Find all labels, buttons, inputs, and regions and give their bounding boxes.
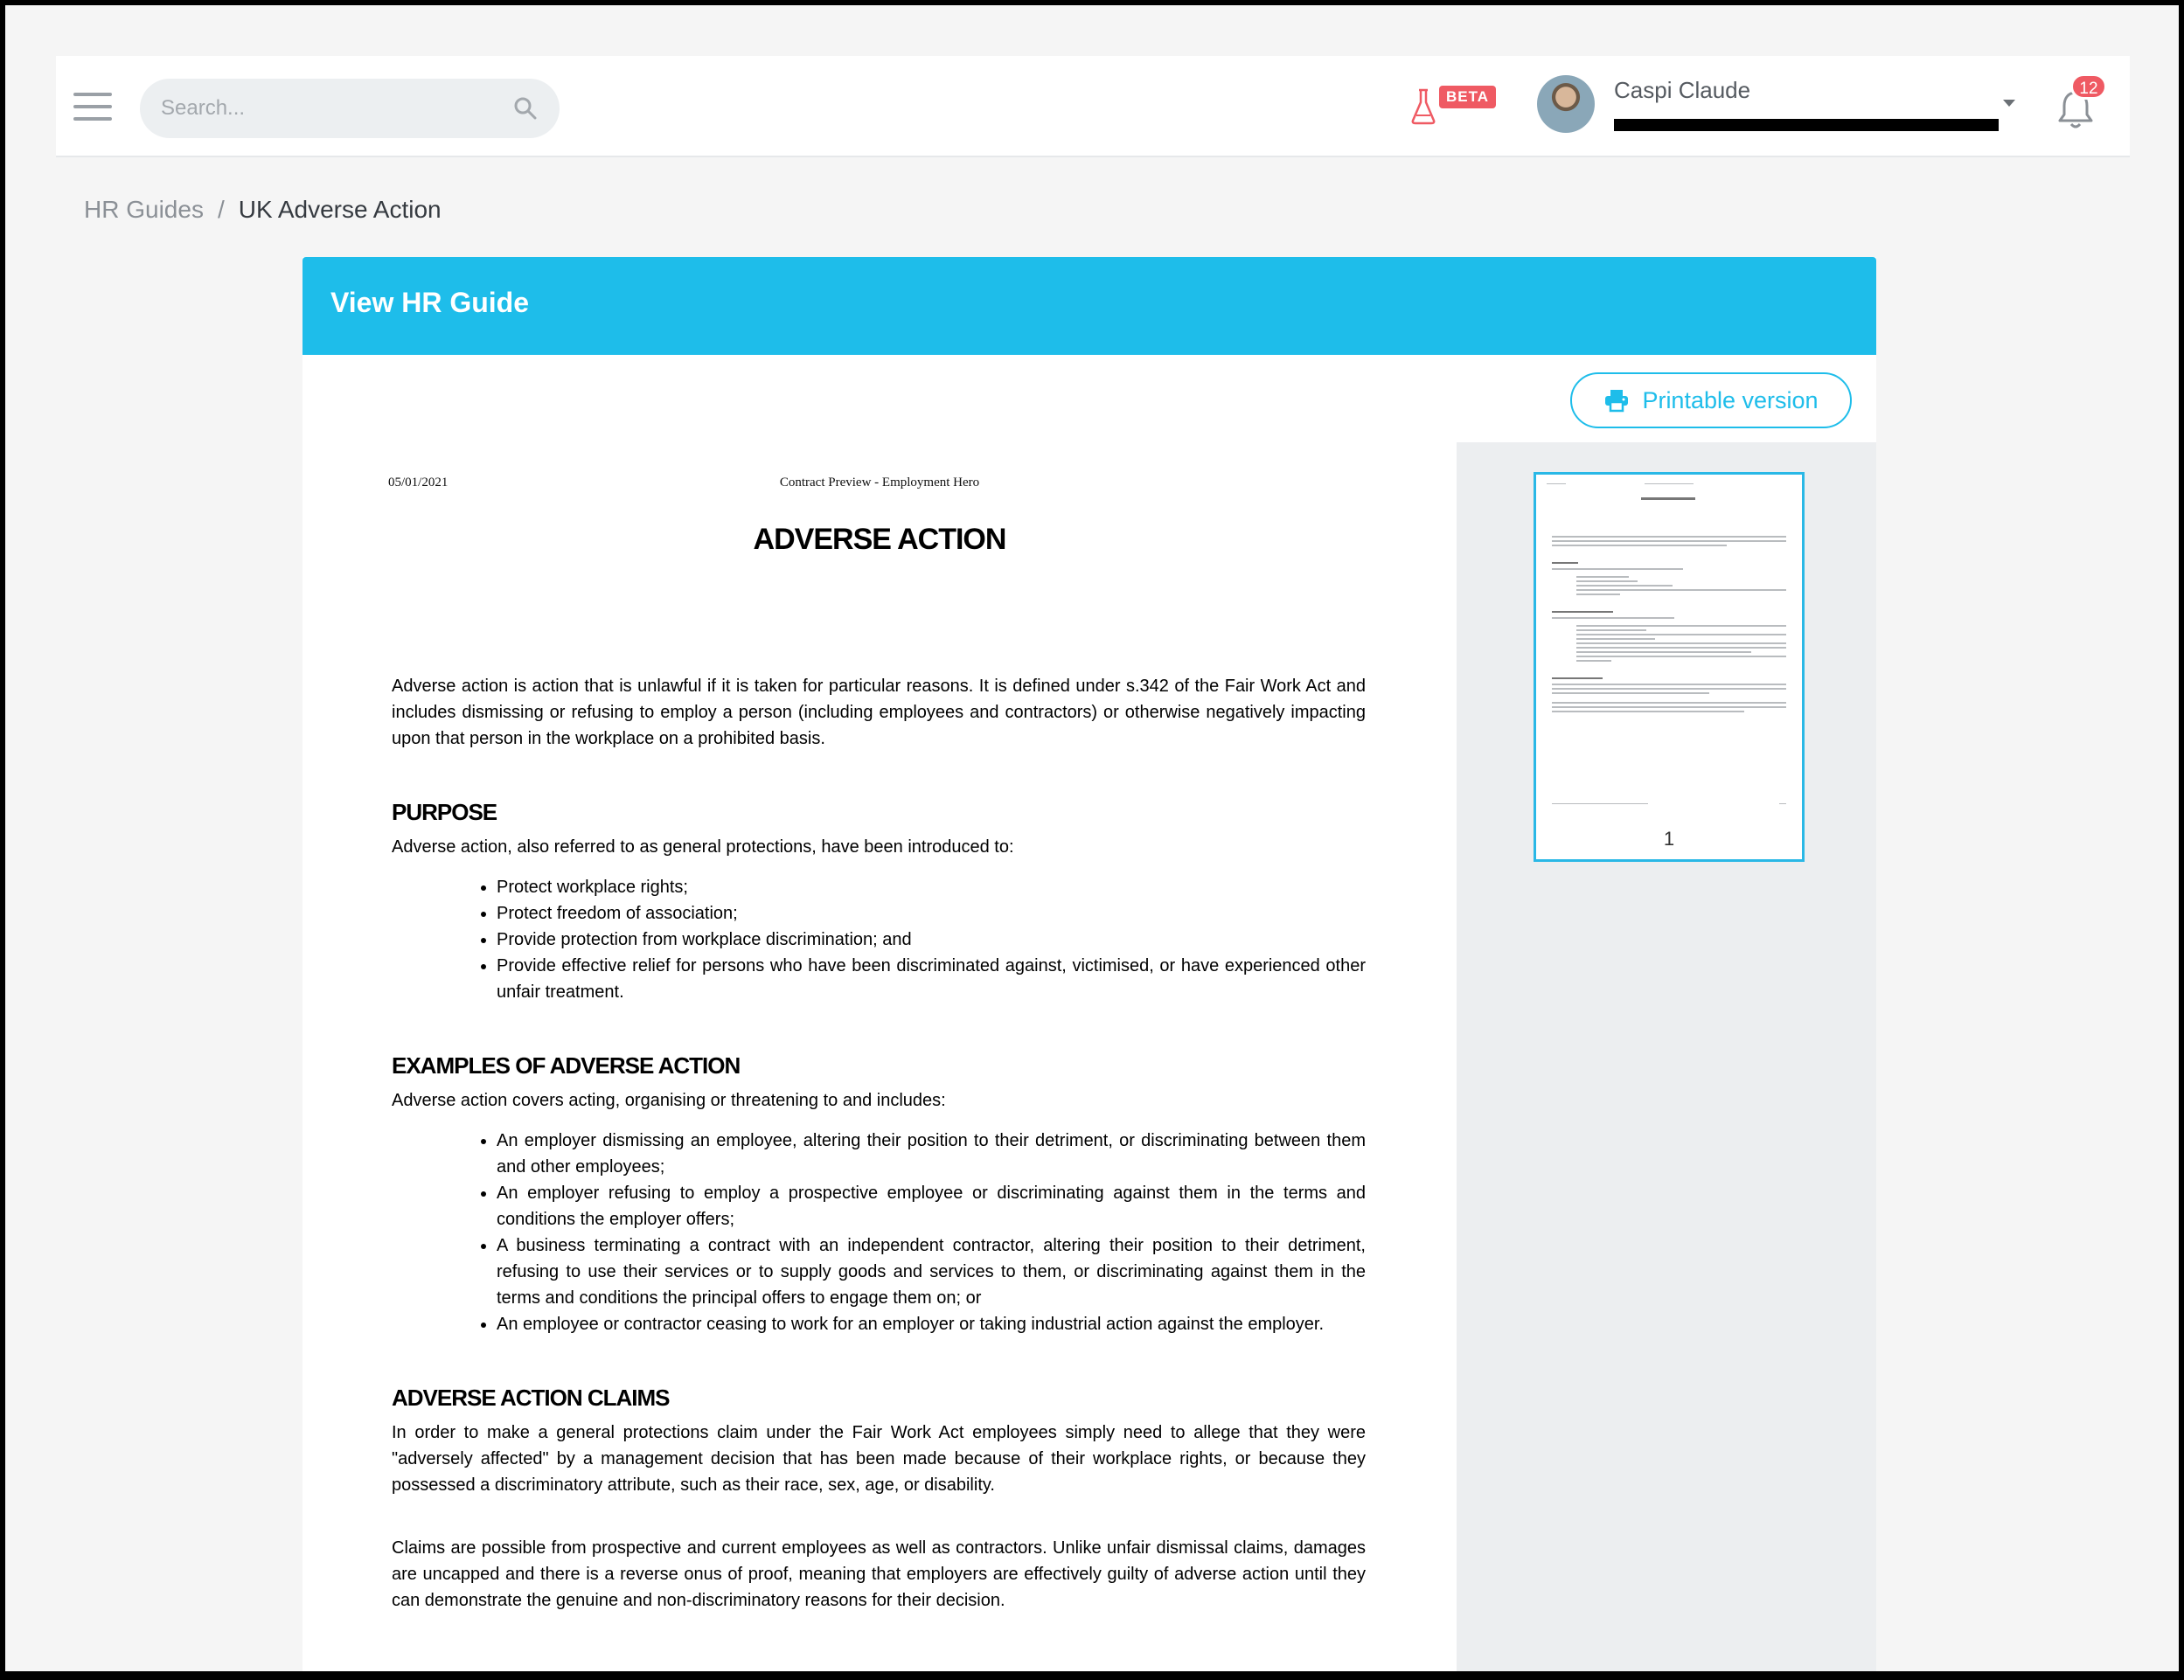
examples-list: [497, 1128, 1366, 1337]
beta-features[interactable]: [1409, 84, 1497, 133]
list-item: • An employer refusing to employ a prospective employee or discriminating against them in the terms and conditions the employer offers;: [497, 1180, 1366, 1232]
card-header: [303, 257, 1876, 355]
purpose-list: [497, 874, 1366, 1005]
notification-count-badge: 12: [2070, 73, 2107, 100]
breadcrumb-hr-guides[interactable]: HR Guides: [84, 196, 204, 223]
document-title: ADVERSE ACTION: [753, 523, 1006, 556]
search-box[interactable]: [140, 79, 560, 138]
card-title: View HR Guide: [330, 287, 530, 318]
breadcrumb: [84, 196, 442, 224]
breadcrumb-current: UK Adverse Action: [238, 196, 442, 223]
chevron-down-icon[interactable]: [2000, 96, 2018, 110]
thumbnail-page-content: [1541, 478, 1797, 819]
thumbnail-pane: [1457, 442, 1876, 1671]
document-body: [392, 673, 1366, 1614]
purpose-lead: Adverse action, also referred to as general protections, have been introduced to:: [392, 837, 1014, 857]
list-item: • Protect workplace rights;: [497, 874, 1366, 900]
examples-heading: EXAMPLES OF ADVERSE ACTION: [392, 1052, 741, 1079]
page-thumbnail[interactable]: [1534, 472, 1805, 862]
claims-paragraph-2: Claims are possible from prospective and current employees as well as contractors. Unlike unfair dismissal claims, damages are uncapped and there is a reverse onus of proof, meaning that employers are effectively guilty of adverse action until they can demonstrate the genuine and non-discriminatory reasons for their decision.: [392, 1538, 1366, 1610]
app-window: [5, 5, 2179, 1671]
beta-badge: BETA: [1439, 86, 1496, 108]
printable-version-button[interactable]: [1570, 372, 1852, 428]
document-date: 05/01/2021: [388, 476, 449, 489]
flask-icon: [1409, 87, 1437, 126]
claims-paragraph-1: In order to make a general protections claim under the Fair Work Act employees simply need to allege that they were "adversely affected" by a management decision that has been made because of their workplace rights, or because they possessed a discriminatory attribute, such as their race, sex, age, or disability.: [392, 1423, 1366, 1495]
list-item: • Provide effective relief for persons who have been discriminated against, victimised, or have experienced other unfair treatment.: [497, 953, 1366, 1005]
list-item: • Provide protection from workplace discrimination; and: [497, 927, 1366, 953]
printer-icon: [1603, 388, 1630, 413]
document-preview[interactable]: [303, 442, 1457, 1671]
user-name[interactable]: Caspi Claude: [1614, 77, 1751, 103]
claims-heading: ADVERSE ACTION CLAIMS: [392, 1385, 670, 1411]
breadcrumb-separator: /: [217, 196, 225, 223]
hr-guide-card: [303, 257, 1876, 1671]
search-icon[interactable]: [512, 95, 539, 121]
list-item: • Protect freedom of association;: [497, 900, 1366, 927]
purpose-heading: PURPOSE: [392, 799, 497, 825]
top-bar: [56, 56, 2130, 157]
list-item: • An employer dismissing an employee, altering their position to their detriment, or discriminating between them and other employees;: [497, 1128, 1366, 1180]
list-item: • A business terminating a contract with an independent contractor, altering their position to their detriment, refusing to use their services or to supply goods and services to them, or discriminating against them in the terms and conditions the principal offers to engage them on; or: [497, 1232, 1366, 1311]
redacted-user-detail: [1614, 119, 1999, 131]
intro-paragraph: Adverse action is action that is unlawful if it is taken for particular reasons. It is defined under s.342 of the Fair Work Act and includes dismissing or refusing to employ a person (including employees and contractors) or otherwise negatively impacting upon that person in the workplace on a prohibited basis.: [392, 677, 1366, 748]
document-header: Contract Preview - Employment Hero: [779, 476, 980, 489]
examples-lead: Adverse action covers acting, organising or threatening to and includes:: [392, 1091, 946, 1110]
printable-version-label: Printable version: [1642, 386, 1819, 413]
list-item: • An employee or contractor ceasing to work for an employer or taking industrial action against the employer.: [497, 1311, 1366, 1337]
search-input[interactable]: [161, 96, 512, 121]
avatar[interactable]: [1537, 75, 1595, 133]
menu-icon[interactable]: [73, 93, 112, 121]
thumbnail-page-number: 1: [1663, 828, 1675, 850]
